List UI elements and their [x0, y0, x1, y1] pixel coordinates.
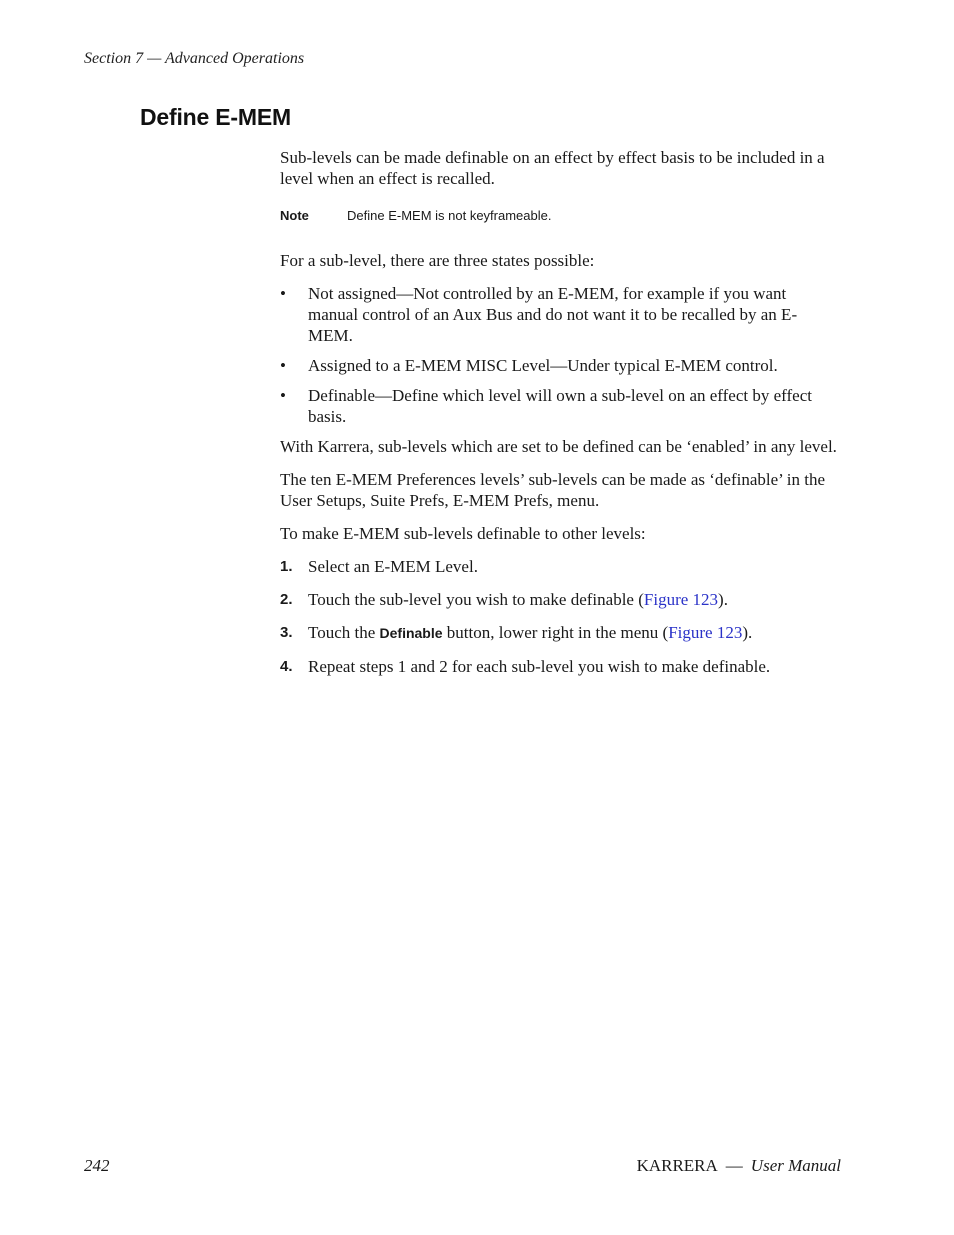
prefs-paragraph: The ten E-MEM Preferences levels’ sub-levels can be made as ‘definable’ in the User Setups, Suite Prefs, E-MEM Prefs, menu.: [280, 470, 826, 510]
figure-link[interactable]: Figure 123: [643, 590, 719, 609]
page-number: 242: [84, 1156, 110, 1175]
manual-title: User Manual: [750, 1156, 841, 1175]
note-label: Note: [280, 208, 309, 223]
running-header: Section 7 — Advanced Operations: [84, 50, 305, 67]
note-text: Define E-MEM is not keyframeable.: [347, 208, 552, 223]
page-title: Define E-MEM: [140, 104, 291, 130]
definable-button-label: Definable: [379, 625, 443, 641]
list-item: • Assigned to a E-MEM MISC Level—Under typical E-MEM control.: [280, 355, 840, 376]
step-text-mid: button, lower right in the menu (: [442, 623, 669, 642]
list-item: • Definable—Define which level will own a sub-level on an effect by effect basis.: [280, 385, 840, 427]
step-text: [308, 622, 752, 644]
note-block: [280, 205, 840, 226]
step-text-post: ).: [718, 590, 728, 609]
step-text-pre: Touch the: [308, 623, 380, 642]
step-number: 2.: [280, 591, 293, 608]
step-number: 1.: [280, 558, 293, 575]
step-item: [280, 622, 840, 644]
main-content: [280, 147, 840, 689]
product-name: KARRERA: [636, 1156, 718, 1175]
step-item: [280, 556, 840, 577]
step-item: [280, 656, 840, 677]
footer-separator: —: [725, 1156, 743, 1175]
states-intro: For a sub-level, there are three states possible:: [280, 251, 595, 270]
steps-list: [280, 556, 840, 677]
steps-intro: To make E-MEM sub-levels definable to other levels:: [280, 524, 646, 543]
karrera-paragraph: With Karrera, sub-levels which are set to be defined can be ‘enabled’ in any level.: [280, 437, 837, 456]
states-list: [280, 283, 840, 427]
step-text: Select an E-MEM Level.: [308, 557, 478, 576]
list-item: • Not assigned—Not controlled by an E-MEM, for example if you want manual control of an Aux Bus and do not want it to be recalled by an E-MEM.: [280, 283, 840, 346]
step-text: Repeat steps 1 and 2 for each sub-level you wish to make definable.: [308, 657, 771, 676]
step-number: 4.: [280, 658, 293, 675]
intro-paragraph: Sub-levels can be made definable on an effect by effect basis to be included in a level when an effect is recalled.: [280, 148, 825, 188]
step-text-pre: Touch the sub-level you wish to make definable (: [308, 590, 644, 609]
running-footer: [637, 1156, 841, 1176]
step-text-post: ).: [742, 623, 753, 642]
figure-link[interactable]: Figure 123: [668, 623, 743, 642]
step-text: [308, 589, 728, 610]
step-number: 3.: [280, 624, 293, 641]
step-item: [280, 589, 840, 610]
